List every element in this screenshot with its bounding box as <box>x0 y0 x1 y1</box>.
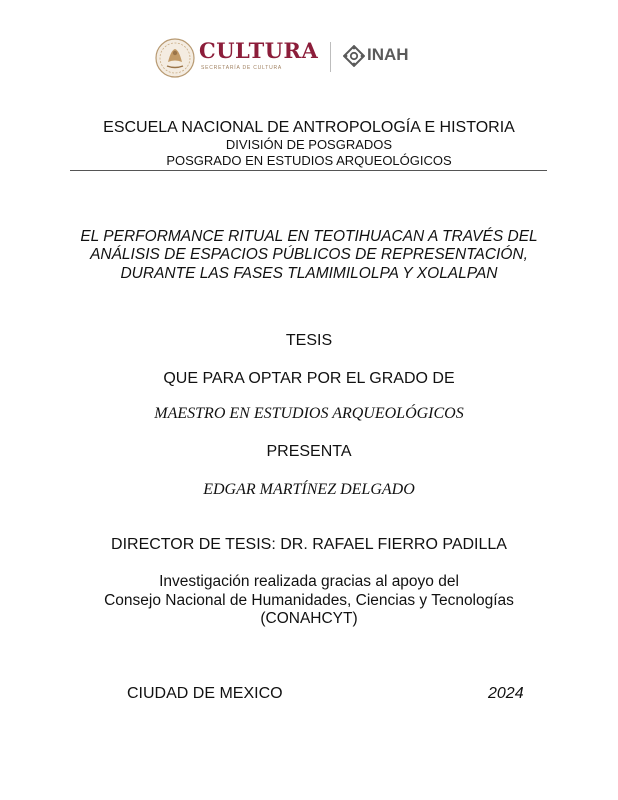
funding-line-1: Investigación realizada gracias al apoyo del <box>159 573 459 590</box>
school-name: ESCUELA NACIONAL DE ANTROPOLOGÍA E HISTORIA <box>103 119 515 136</box>
division-name: DIVISIÓN DE POSGRADOS <box>225 137 393 152</box>
eagle-seal-icon <box>155 38 195 78</box>
grade-intro: QUE PARA OPTAR POR EL GRADO DE <box>163 370 455 387</box>
presenta-label: PRESENTA <box>266 443 352 460</box>
program-name: POSGRADO EN ESTUDIOS ARQUEOLÓGICOS <box>166 153 452 168</box>
city: CIUDAD DE MEXICO <box>127 685 283 702</box>
thesis-title: EL PERFORMANCE RITUAL EN TEOTIHUACAN A TRAVÉS DEL ANÁLISIS DE ESPACIOS PÚBLICOS DE REPRESENTACIÓN, DURANTE LAS FASES TLAMIMILOLPA Y XOLALPAN <box>80 228 538 282</box>
header-divider <box>70 170 547 171</box>
degree-name: MAESTRO EN ESTUDIOS ARQUEOLÓGICOS <box>154 405 464 422</box>
inah-emblem-icon <box>343 45 365 67</box>
inah-logo-text: INAH <box>367 45 409 64</box>
year: 2024 <box>488 685 524 702</box>
funding-note <box>0 573 618 629</box>
cultura-logo-subtitle: SECRETARÍA DE CULTURA <box>201 65 283 71</box>
funding-line-3: (CONAHCYT) <box>260 610 358 627</box>
logo-divider <box>330 42 331 72</box>
funding-line-2: Consejo Nacional de Humanidades, Ciencias y Tecnologías <box>104 591 514 609</box>
author-name: EDGAR MARTÍNEZ DELGADO <box>203 481 415 498</box>
thesis-director: DIRECTOR DE TESIS: DR. RAFAEL FIERRO PADILLA <box>111 536 507 553</box>
cultura-logo-text: CULTURA <box>199 38 319 63</box>
document-type: TESIS <box>285 332 333 349</box>
